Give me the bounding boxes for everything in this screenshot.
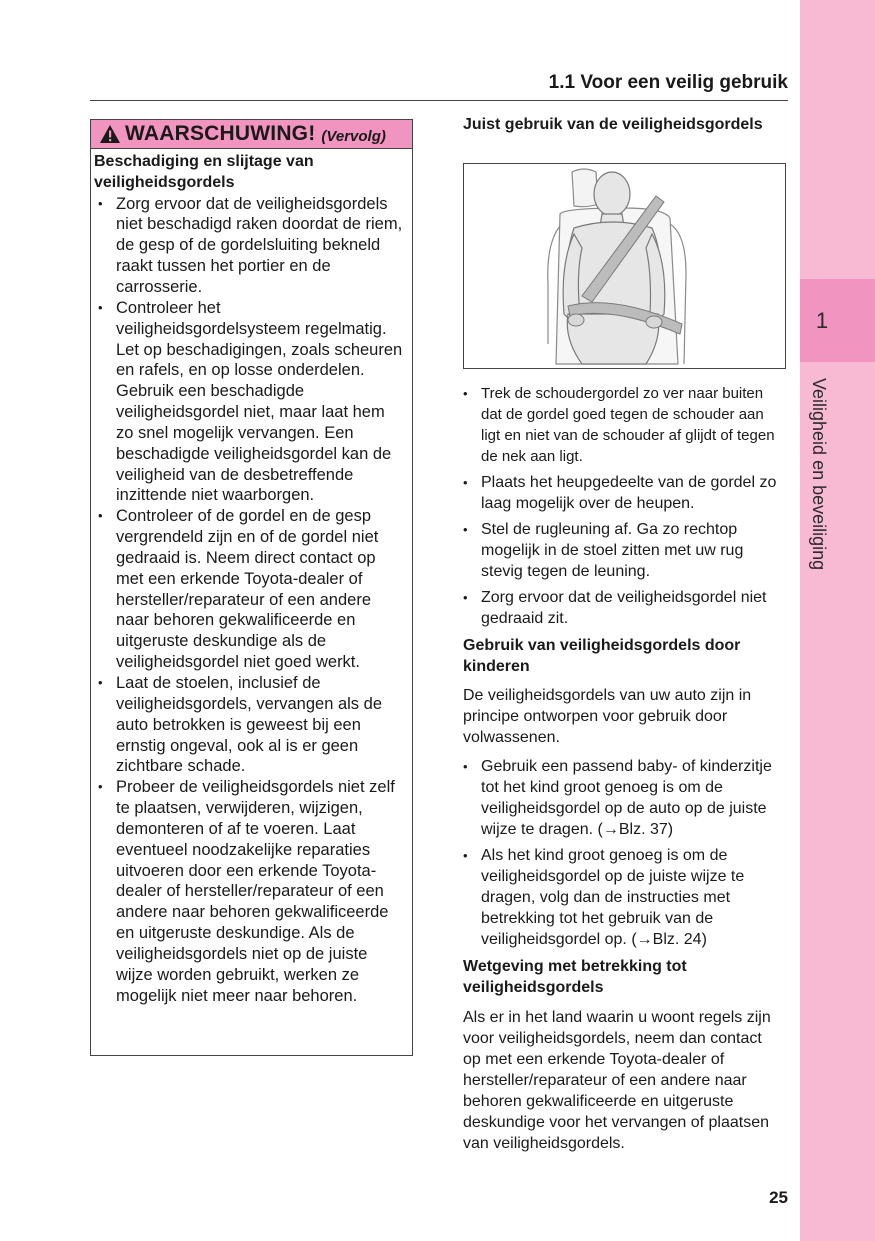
page-number: 25 (769, 1188, 788, 1207)
warning-body (91, 149, 412, 1007)
chapter-label: Veiligheid en beveiliging (809, 378, 829, 571)
page-header (90, 70, 788, 101)
warning-bullet: • Laat de stoelen, inclusief de veiligheidsgordels, vervangen als de auto betrokken is geweest bij een ernstig ongeval, ook al is er geen zichtbare schade. (94, 673, 406, 777)
warning-header (91, 120, 412, 149)
section-heading-children: Gebruik van veiligheidsgordels door kinderen (463, 637, 741, 675)
warning-subtitle: (Vervolg) (321, 127, 386, 145)
seated-person-illustration (464, 164, 785, 368)
warning-bullet: • Controleer of de gordel en de gesp vergrendeld zijn en of de gordel niet gedraaid is. Neem direct contact op met een erkende Toyota-dealer of hersteller/reparateur of een andere naar behoren gekwalificeerde en uitgeruste deskundige als de veiligheidsgordel niet goed werkt. (94, 506, 406, 673)
belt-use-bullet: • Trek de schoudergordel zo ver naar buiten dat de gordel goed tegen de schouder aan ligt en niet van de schouder af glijdt of tegen de nek aan ligt. (463, 383, 783, 467)
warning-box (90, 119, 413, 1056)
belt-use-bullet: • Plaats het heupgedeelte van de gordel zo laag mogelijk over de heupen. (463, 472, 783, 514)
section-heading-legislation: Wetgeving met betrekking tot veiligheidsgordels (463, 958, 687, 996)
chapter-number: 1 (815, 307, 829, 333)
warning-bullet: • Probeer de veiligheidsgordels niet zelf te plaatsen, verwijderen, wijzigen, demonteren of af te voeren. Laat eventueel noodzakelijke reparaties uitvoeren door een erkende Toyota-dealer of hersteller/reparateur of een andere naar behoren gekwalificeerde en uitgeruste deskundige. Als de veiligheidsgordels niet op de juiste wijze worden gebruikt, werken ze mogelijk niet meer naar behoren. (94, 777, 406, 1006)
warning-list (94, 194, 406, 1007)
legislation-text: Als er in het land waarin u woont regels zijn voor veiligheidsgordels, neem dan contact op met een erkende Toyota-dealer of hersteller/reparateur of een andere naar behoren gekwalificeerde en uitgeruste deskundige voor het vervangen of plaatsen van veiligheidsgordels. (463, 1009, 771, 1152)
warning-triangle-icon (99, 124, 121, 144)
belt-use-bullet: • Zorg ervoor dat de veiligheidsgordel niet gedraaid zit. (463, 587, 783, 629)
belt-use-bullet: • Stel de rugleuning af. Ga zo rechtop mogelijk in de stoel zitten met uw rug stevig tegen de leuning. (463, 519, 783, 582)
section-heading-belt-use: Juist gebruik van de veiligheidsgordels (463, 116, 763, 133)
warning-bullet: • Controleer het veiligheidsgordelsysteem regelmatig. Let op beschadigingen, zoals scheuren en rafels, en op losse onderdelen. Gebruik een beschadigde veiligheidsgordel niet, maar laat hem zo snel mogelijk vervangen. Een beschadigde veiligheidsgordel kan de veiligheid van de desbetreffende inzittende niet waarborgen. (94, 298, 406, 506)
warning-bullet: • Zorg ervoor dat de veiligheidsgordels niet beschadigd raken doordat de riem, de gesp of de gordelsluiting bekneld raakt tussen het portier en de carrosserie. (94, 194, 406, 298)
children-intro-text: De veiligheidsgordels van uw auto zijn in principe ontworpen voor gebruik door volwassenen. (463, 687, 752, 746)
seatbelt-illustration (463, 163, 786, 369)
children-bullet: • Gebruik een passend baby- of kinderzitje tot het kind groot genoeg is om de veiligheidsgordel op de auto op de juiste wijze te dragen. (→Blz. 37) (463, 756, 783, 840)
chapter-sidebar (800, 0, 875, 1241)
children-list (463, 756, 783, 950)
right-column (463, 114, 783, 1154)
belt-use-list (463, 383, 783, 629)
children-bullet: • Als het kind groot genoeg is om de veiligheidsgordel op de juiste wijze te dragen, volg dan de instructies met betrekking tot het gebruik van de veiligheidsgordel op. (→Blz. 24) (463, 845, 783, 950)
warning-title: WAARSCHUWING! (125, 122, 316, 145)
warning-heading: Beschadiging en slijtage van veiligheidsgordels (94, 153, 314, 191)
section-title: 1.1 Voor een veilig gebruik (548, 72, 788, 93)
